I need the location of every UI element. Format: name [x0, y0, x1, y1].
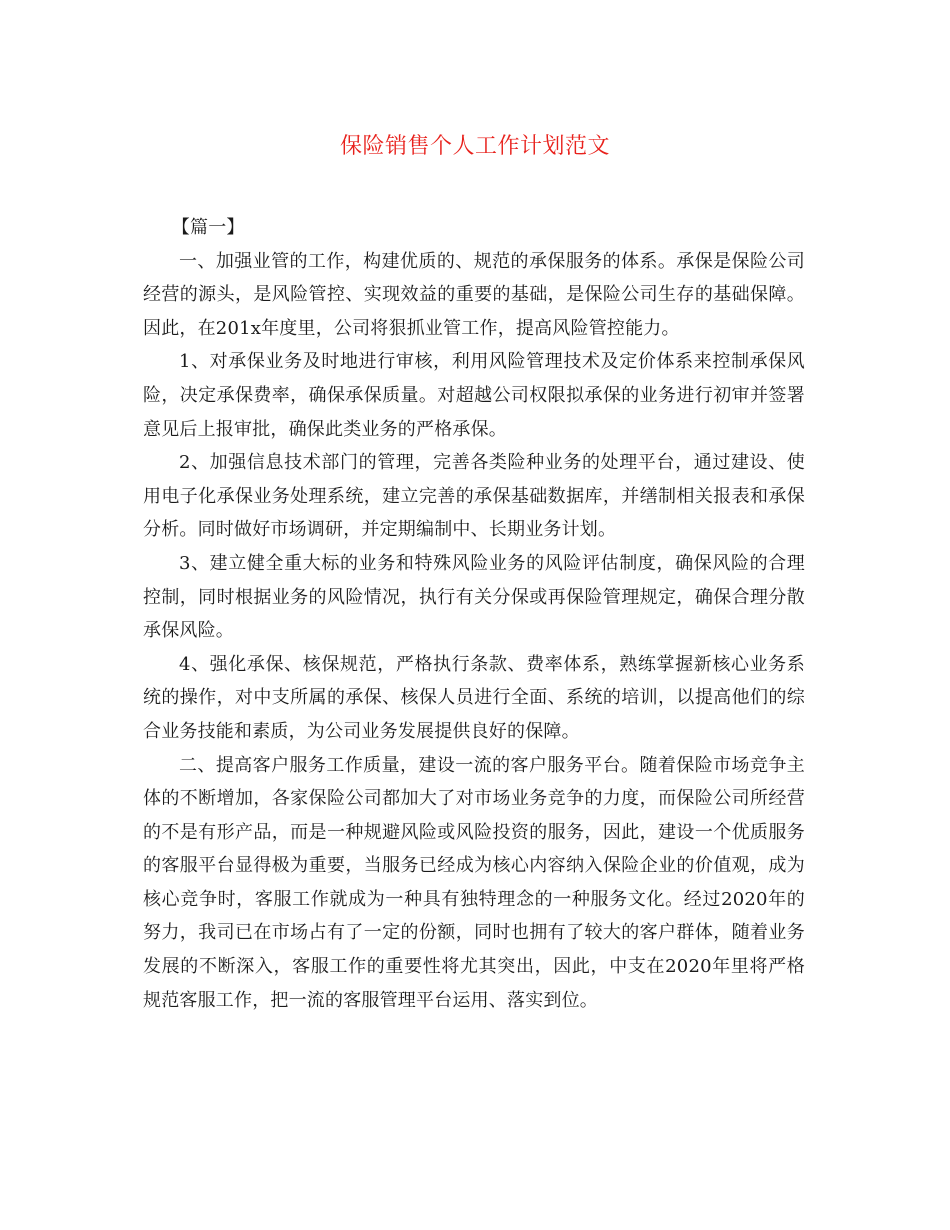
- document-title: 保险销售个人工作计划范文: [339, 134, 610, 159]
- document-body: [143, 211, 805, 1017]
- paragraph-6: 二、提高客户服务工作质量，建设一流的客户服务平台。随着保险市场竞争主体的不断增加，各家保险公司都加大了对市场业务竞争的力度，而保险公司所经营的不是有形产品，而是一种规避风险或风险投资的服务，因此，建设一个优质服务的客服平台显得极为重要，当服务已经成为核心内容纳入保险企业的价值观，成为核心竞争时，客服工作就成为一种具有独特理念的一种服务文化。经过2020年的努力，我司已在市场占有了一定的份额，同时也拥有了较大的客户群体，随着业务发展的不断深入，客服工作的重要性将尤其突出，因此，中支在2020年里将严格规范客服工作，把一流的客服管理平台运用、落实到位。: [143, 754, 805, 1011]
- paragraph-3: 2、加强信息技术部门的管理，完善各类险种业务的处理平台，通过建设、使用电子化承保业务处理系统，建立完善的承保基础数据库，并缮制相关报表和承保分析。同时做好市场调研，并定期编制中、长期业务计划。: [143, 452, 805, 541]
- paragraph-1: 一、加强业管的工作，构建优质的、规范的承保服务的体系。承保是保险公司经营的源头，是风险管控、实现效益的重要的基础，是保险公司生存的基础保障。因此，在201x年度里，公司将狠抓业管工作，提高风险管控能力。: [143, 250, 805, 339]
- paragraph-4: 3、建立健全重大标的业务和特殊风险业务的风险评估制度，确保风险的合理控制，同时根据业务的风险情况，执行有关分保或再保险管理规定，确保合理分散承保风险。: [143, 552, 805, 642]
- paragraph-2: 1、对承保业务及时地进行审核，利用风险管理技术及定价体系来控制承保风险，决定承保费率，确保承保质量。对超越公司权限拟承保的业务进行初审并签署意见后上报审批，确保此类业务的严格承保。: [143, 351, 805, 440]
- paragraph-5: 4、强化承保、核保规范，严格执行条款、费率体系，熟练掌握新核心业务系统的操作，对中支所属的承保、核保人员进行全面、系统的培训，以提高他们的综合业务技能和素质，为公司业务发展提供良好的保障。: [143, 653, 805, 742]
- section-heading: 【篇一】: [171, 217, 245, 238]
